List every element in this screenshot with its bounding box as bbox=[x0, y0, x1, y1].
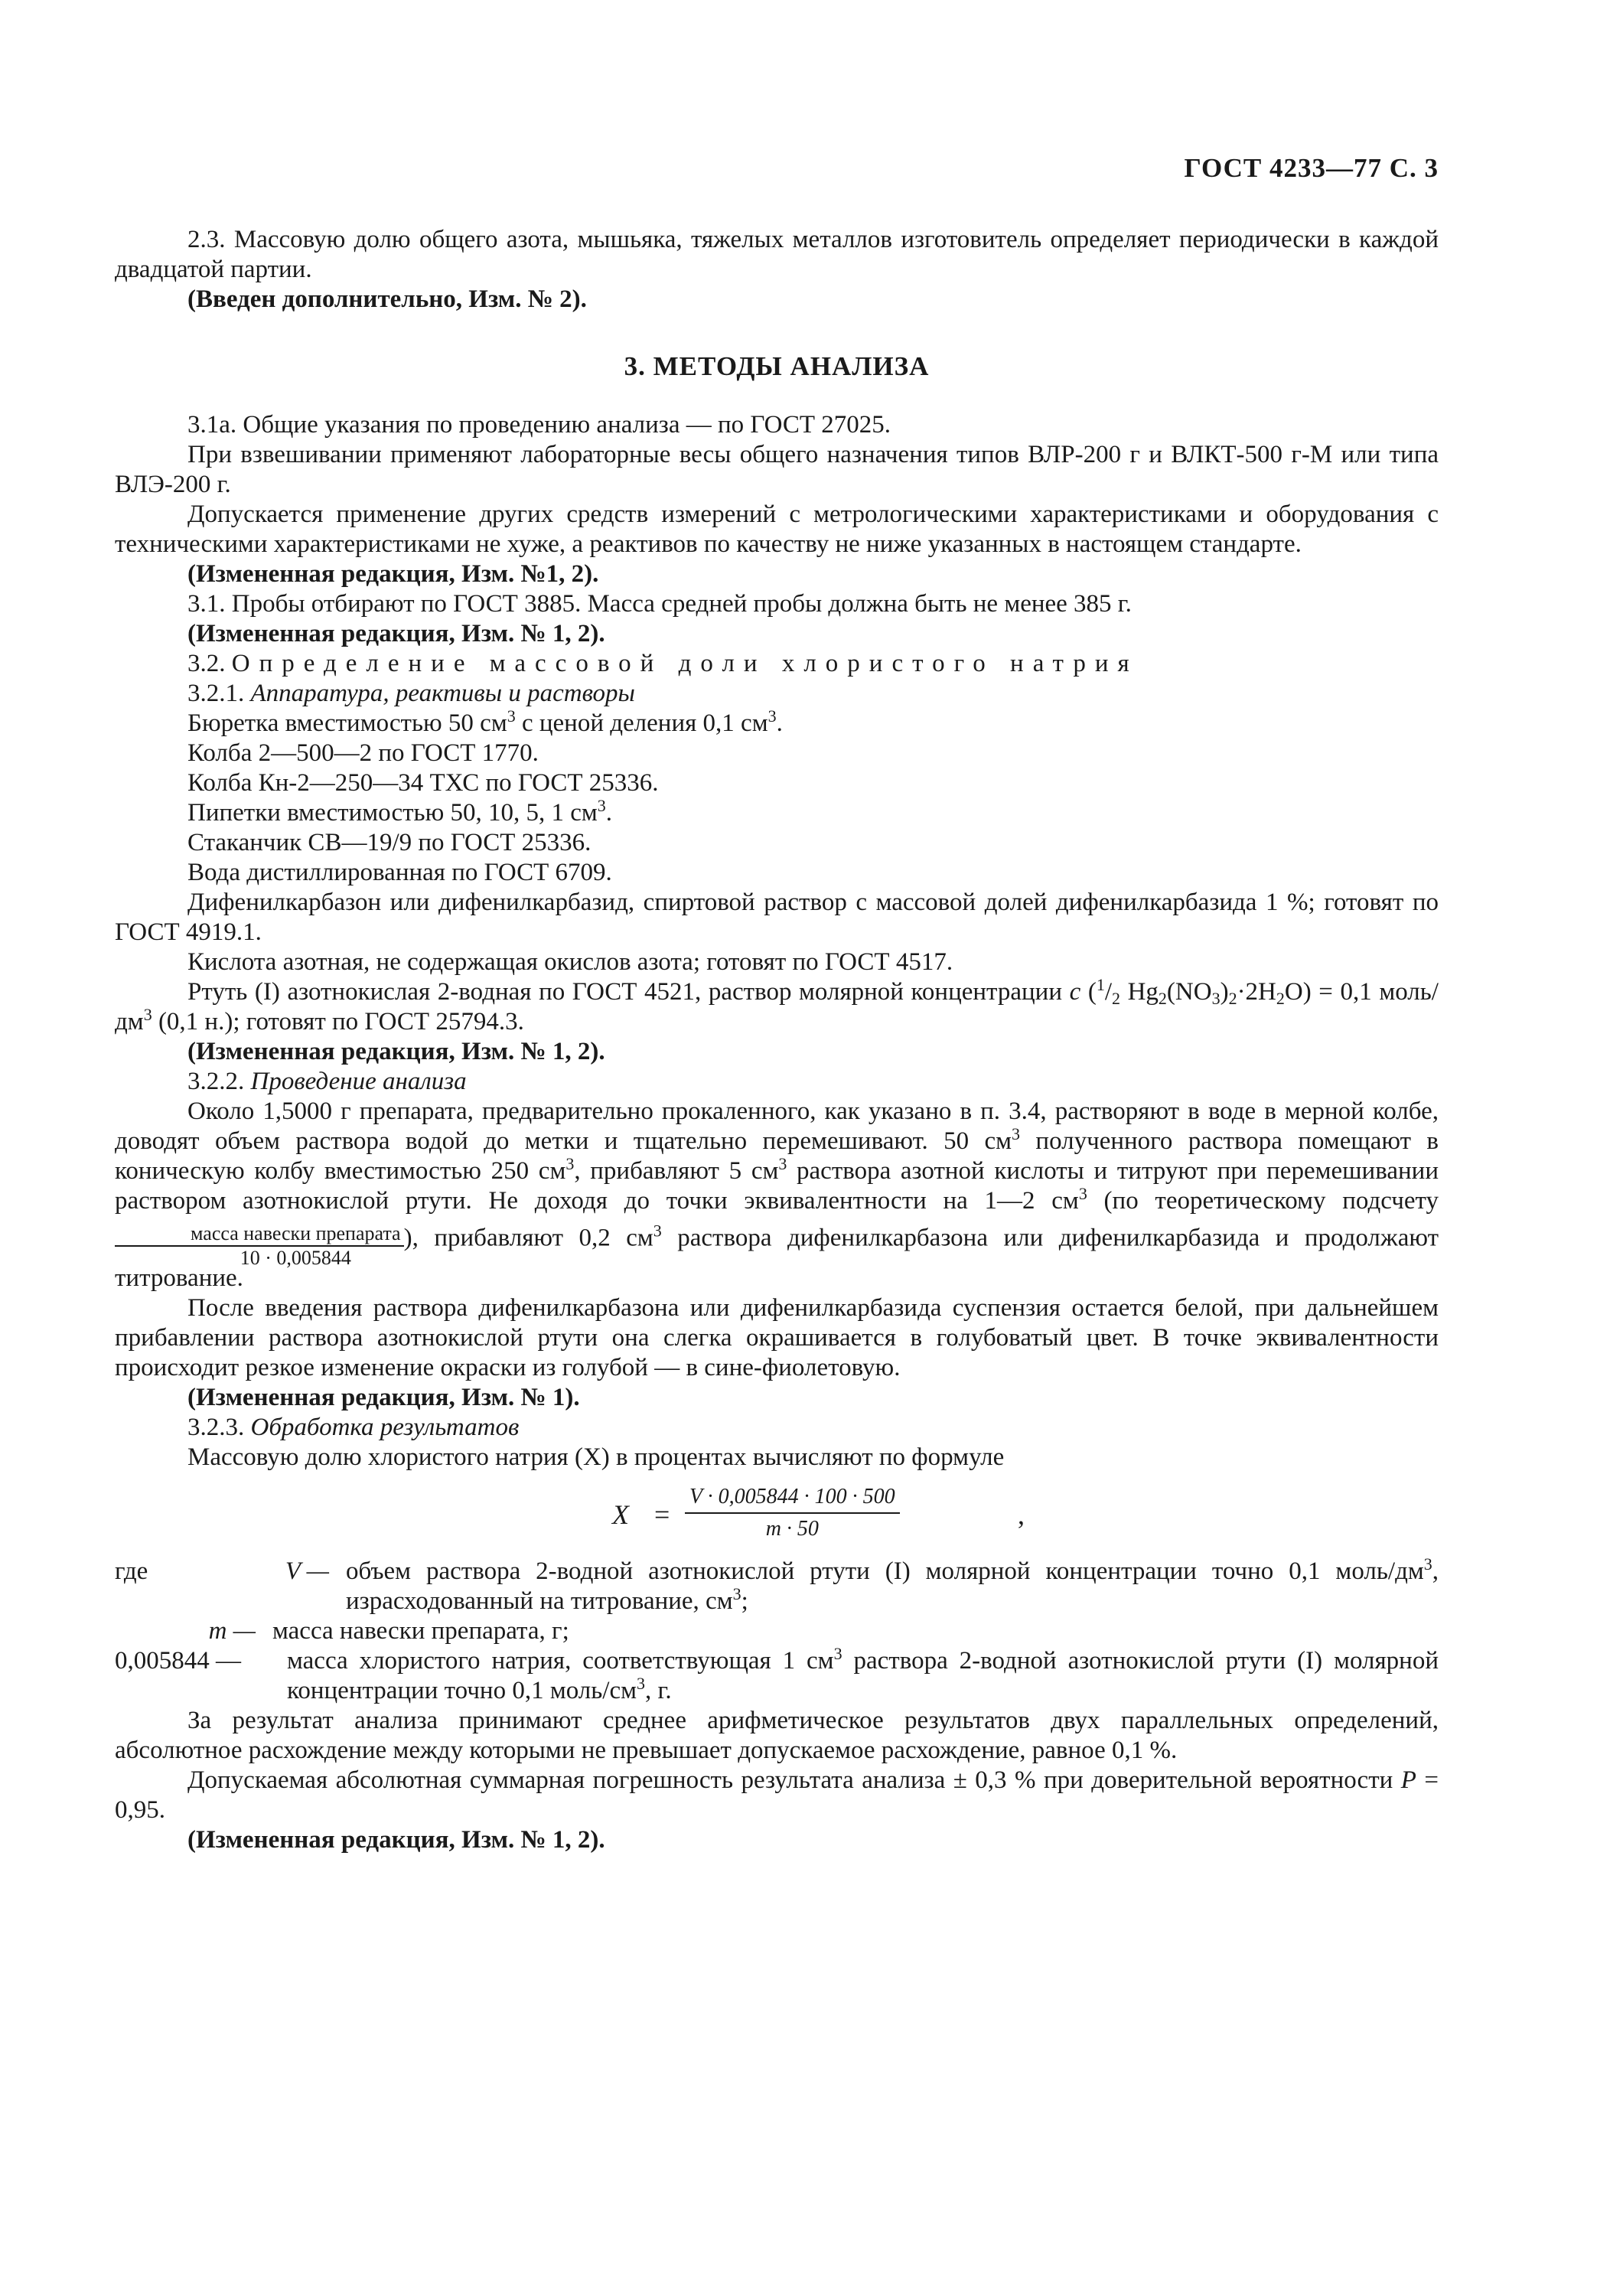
paragraph-2-3: 2.3. Массовую долю общего азота, мышьяка, тяжелых металлов изготовитель определяет периодически в каждой двадцатой партии. bbox=[115, 226, 1439, 283]
section-title: 3. МЕТОДЫ АНАЛИЗА bbox=[624, 351, 930, 381]
paragraph-text: раствора дифенилкарбазона или дифенилкарбазида и продолжают титрование. bbox=[115, 1224, 1439, 1292]
item-mercury-nitrate: Ртуть (I) азотнокислая 2-водная по ГОСТ 4521, раствор молярной концентрации c ($^1/_2$ $Hg_2(NO_3)_2\cdot 2H_2O) = 0,1$ моль/$дм^3$ (0,1 н.); готовят по ГОСТ 25794.3. bbox=[115, 975, 1439, 1035]
item-weighing-cup: Стаканчик СВ—19/9 по ГОСТ 25336. bbox=[187, 829, 592, 856]
amendment-note: (Введен дополнительно, Изм. № 2). bbox=[187, 285, 587, 313]
subscript: 2 bbox=[1228, 989, 1237, 1008]
subscript: 2 bbox=[1111, 989, 1120, 1008]
superscript: 3 bbox=[1012, 1124, 1021, 1143]
clause-title-italic: Обработка результатов bbox=[250, 1414, 520, 1441]
superscript: 3 bbox=[507, 706, 516, 726]
item-text: . bbox=[605, 799, 613, 827]
legend-where-word: где bbox=[115, 1557, 148, 1585]
item-distilled-water: Вода дистиллированная по ГОСТ 6709. bbox=[187, 859, 612, 886]
amendment-note: (Измененная редакция, Изм. № 1, 2). bbox=[187, 620, 605, 647]
subscript: 3 bbox=[1211, 989, 1221, 1008]
paragraph-color-change: После введения раствора дифенилкарбазона или дифенилкарбазида суспензия остается белой, при дальнейшем прибавлении раствора азотнокислой ртути она слегка окрашивается в голубоватый цвет. В точке эквивалентности происходит резкое изменение окраски из голубой — в сине-фиолетовую. bbox=[115, 1294, 1439, 1381]
legend-item-v bbox=[115, 1554, 1439, 1616]
superscript: 3 bbox=[768, 706, 777, 726]
paragraph-text: полученного раствора помещают в коническую колбу вместимостью 250 см bbox=[115, 1127, 1439, 1185]
paragraph-result: За результат анализа принимают среднее арифметическое результатов двух параллельных определений, абсолютное расхождение между которыми не превышает допускаемое расхождение, равное 0,1 %. bbox=[115, 1707, 1439, 1764]
item-text: ·2H bbox=[1237, 978, 1276, 1006]
superscript: 3 bbox=[637, 1674, 645, 1693]
fraction-denominator: 10 · 0,005844 bbox=[240, 1247, 351, 1269]
superscript: 3 bbox=[653, 1221, 662, 1241]
clause-number: 3.2.1. bbox=[187, 680, 245, 707]
paragraph-text: = 0,95. bbox=[115, 1766, 1439, 1824]
legend-key bbox=[115, 1557, 338, 1587]
subscript: 2 bbox=[1276, 989, 1285, 1008]
formula-legend bbox=[115, 1554, 1439, 1706]
superscript: 3 bbox=[833, 1644, 842, 1663]
amendment-note: (Измененная редакция, Изм. № 1, 2). bbox=[187, 1038, 605, 1065]
document-page bbox=[115, 0, 1439, 2296]
page-header: ГОСТ 4233—77 С. 3 bbox=[1184, 153, 1439, 183]
item-flask-1: Колба 2—500—2 по ГОСТ 1770. bbox=[187, 739, 539, 767]
item-text: Hg bbox=[1119, 978, 1159, 1006]
formula-denominator: m · 50 bbox=[765, 1517, 819, 1541]
legend-text: , г. bbox=[645, 1677, 672, 1704]
legend-text: раствора 2-водной азотнокислой ртути (I) молярной концентрации точно 0,1 моль/см bbox=[287, 1647, 1439, 1704]
item-text: Ртуть (I) азотнокислая 2-водная по ГОСТ 4521, раствор молярной концентрации bbox=[187, 978, 1070, 1006]
legend-text: ; bbox=[741, 1587, 748, 1615]
legend-key-text: V — bbox=[285, 1557, 329, 1585]
paragraph-3-2 bbox=[115, 649, 1439, 679]
formula-fraction bbox=[685, 1482, 900, 1544]
paragraph-analysis-procedure bbox=[115, 1097, 1439, 1293]
clause-number: 3.2.2. bbox=[187, 1068, 245, 1095]
item-burette bbox=[115, 706, 1439, 739]
formula-numerator: V · 0,005844 · 100 · 500 bbox=[685, 1482, 900, 1514]
paragraph-3-1: 3.1. Пробы отбирают по ГОСТ 3885. Масса средней пробы должна быть не менее 385 г. bbox=[187, 590, 1132, 618]
formula-comma: , bbox=[1018, 1499, 1025, 1530]
superscript: 3 bbox=[597, 796, 606, 815]
item-text: с ценой деления 0,1 см bbox=[515, 709, 768, 737]
item-nitric-acid: Кислота азотная, не содержащая окислов азота; готовят по ГОСТ 4517. bbox=[187, 948, 953, 976]
legend-item-constant bbox=[115, 1646, 1439, 1706]
legend-text: масса хлористого натрия, соответствующая 1 см bbox=[287, 1647, 834, 1675]
superscript: 3 bbox=[1423, 1554, 1432, 1574]
legend-text: , израсходованный на титрование, см bbox=[346, 1557, 1439, 1615]
document-body bbox=[115, 225, 1439, 1855]
item-pipettes bbox=[115, 798, 1439, 828]
paragraph-text: (по теоретическому подсчету bbox=[1087, 1187, 1439, 1215]
item-text: Бюретка вместимостью 50 см bbox=[187, 709, 507, 737]
formula-equals: = bbox=[654, 1499, 670, 1530]
paragraph-text: , прибавляют 5 см bbox=[574, 1157, 779, 1185]
amendment-note: (Измененная редакция, Изм. № 1). bbox=[187, 1384, 580, 1411]
superscript: 3 bbox=[565, 1154, 575, 1173]
paragraph-text: раствора азотной кислоты и титруют при перемешивании раствором азотнокислой ртути. Не доходя до точки эквивалентности на 1—2 см bbox=[115, 1157, 1439, 1215]
superscript: 3 bbox=[143, 1005, 152, 1024]
symbol-p: P bbox=[1400, 1766, 1416, 1794]
paragraph-error bbox=[115, 1766, 1439, 1825]
superscript: 1 bbox=[1096, 975, 1105, 994]
subscript: 2 bbox=[1158, 989, 1167, 1008]
item-text: O) = 0,1 моль/дм bbox=[115, 978, 1439, 1035]
paragraph-3-2-2 bbox=[115, 1067, 1439, 1097]
paragraph-3-2-3 bbox=[115, 1413, 1439, 1443]
item-text: (NO bbox=[1166, 978, 1212, 1006]
paragraph-formula-intro: Массовую долю хлористого натрия (X) в процентах вычисляют по формуле bbox=[187, 1443, 1005, 1471]
item-flask-2: Колба Кн-2—250—34 ТХС по ГОСТ 25336. bbox=[187, 769, 659, 797]
item-diphenylcarbazone: Дифенилкарбазон или дифенилкарбазид, спиртовой раствор с массовой долей дифенилкарбазида 1 %; готовят по ГОСТ 4919.1. bbox=[115, 889, 1439, 946]
calculation-formula bbox=[115, 1479, 1439, 1549]
inline-fraction bbox=[115, 1222, 404, 1270]
formula-lhs: X bbox=[612, 1499, 629, 1530]
item-text: . bbox=[776, 709, 783, 737]
legend-text: объем раствора 2-водной азотнокислой ртути (I) молярной концентрации точно 0,1 моль/дм bbox=[346, 1557, 1424, 1585]
item-text: ( bbox=[1080, 978, 1097, 1006]
superscript: 3 bbox=[732, 1584, 741, 1603]
item-text: (0,1 н.); готовят по ГОСТ 25794.3. bbox=[152, 1008, 524, 1035]
clause-title-spaced: Определение массовой доли хлористого натрия bbox=[231, 650, 1139, 677]
superscript: 3 bbox=[1078, 1184, 1087, 1203]
paragraph-weighing: При взвешивании применяют лабораторные весы общего назначения типов ВЛР-200 г и ВЛКТ-500 г-М или типа ВЛЭ-200 г. bbox=[115, 441, 1439, 498]
clause-title-italic: Аппаратура, реактивы и растворы bbox=[250, 680, 635, 707]
clause-number: 3.2. bbox=[187, 650, 226, 677]
paragraph-text: Около 1,5000 г препарата, предварительно прокаленного, как указано в п. 3.4, растворяют в воде в мерной колбе, доводят объем раствора водой до метки и тщательно перемешивают. 50 см bbox=[115, 1097, 1439, 1155]
legend-key-text: m — bbox=[208, 1617, 256, 1645]
paragraph-text: ), прибавляют 0,2 см bbox=[403, 1224, 653, 1252]
paragraph-3-2-1 bbox=[115, 679, 1439, 709]
symbol-c: c bbox=[1069, 978, 1081, 1006]
clause-number: 3.2.3. bbox=[187, 1414, 245, 1441]
paragraph-text: Допускаемая абсолютная суммарная погрешность результата анализа ± 0,3 % при доверительной вероятности bbox=[187, 1766, 1401, 1794]
legend-key bbox=[115, 1646, 279, 1676]
legend-key bbox=[41, 1616, 265, 1646]
amendment-note: (Измененная редакция, Изм. № 1, 2). bbox=[187, 1826, 605, 1854]
paragraph-3-1a: 3.1а. Общие указания по проведению анализа — по ГОСТ 27025. bbox=[187, 411, 891, 439]
clause-title-italic: Проведение анализа bbox=[250, 1068, 467, 1095]
item-text: ) bbox=[1220, 978, 1229, 1006]
legend-item-m bbox=[115, 1616, 1439, 1646]
legend-key-text: 0,005844 — bbox=[115, 1647, 241, 1675]
legend-text: масса навески препарата, г; bbox=[272, 1617, 569, 1645]
amendment-note: (Измененная редакция, Изм. №1, 2). bbox=[187, 560, 599, 588]
paragraph-allowed-instruments: Допускается применение других средств измерений с метрологическими характеристиками и оборудования с техническими характеристиками не хуже, а реактивов по качеству не ниже указанных в настоящем стандарте. bbox=[115, 501, 1439, 558]
item-text: Пипетки вместимостью 50, 10, 5, 1 см bbox=[187, 799, 598, 827]
fraction-numerator: масса навески препарата bbox=[115, 1222, 404, 1247]
superscript: 3 bbox=[778, 1154, 787, 1173]
